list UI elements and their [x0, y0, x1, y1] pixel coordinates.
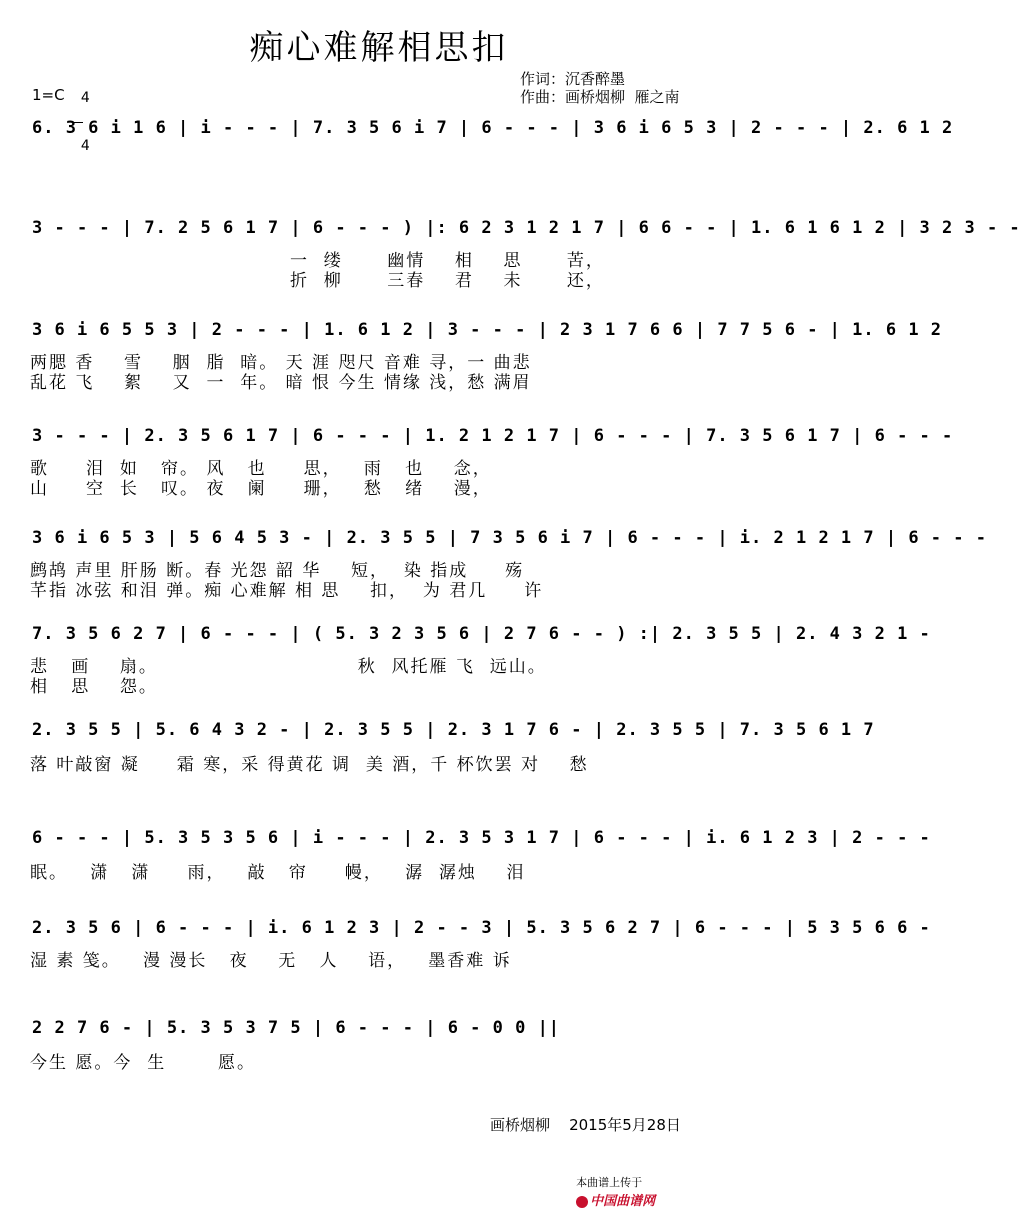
time-signature: [72, 76, 90, 154]
site-name: 中国曲谱网: [590, 1194, 656, 1209]
notation-line: 3 6 i 6 5 5 3 | 2 - - - | 1. 6 1 2 | 3 - - - | 2 3 1 7 6 6 | 7 7 5 6 - | 1. 6 1 2: [32, 320, 943, 340]
composer-credit: 作曲：画桥烟柳 雁之南: [520, 88, 680, 106]
lyric-line: 乱花 飞 絮 又 一 年。 暗 恨 今生 情缘 浅，愁 满眉: [30, 373, 532, 393]
site-logo-icon: [576, 1196, 588, 1208]
notation-line: 2. 3 5 6 | 6 - - - | i. 6 1 2 3 | 2 - - 3 | 5. 3 5 6 2 7 | 6 - - - | 5 3 5 6 6 -: [32, 918, 931, 938]
lyric-line: 歌 泪 如 帘。 风 也 思， 雨 也 念，: [30, 459, 492, 479]
lyricist-credit: 作词：沉香醉墨: [520, 70, 626, 88]
lyric-line: 眠。 潇 潇 雨， 敲 帘 幔， 潺 潺烛 泪: [30, 863, 526, 883]
meter-bottom: 4: [80, 138, 90, 154]
lyric-line: 山 空 长 叹。 夜 阑 珊， 愁 绪 漫，: [30, 479, 492, 499]
notation-line: 3 - - - | 7. 2 5 6 1 7 | 6 - - - ) |: 6 2 3 1 2 1 7 | 6 6 - - | 1. 6 1 6 1 2 | 3 2 3 - -: [32, 218, 1021, 238]
notation-line: 7. 3 5 6 2 7 | 6 - - - | ( 5. 3 2 3 5 6 | 2 7 6 - - ) :| 2. 3 5 5 | 2. 4 3 2 1 -: [32, 624, 931, 644]
notation-line: 3 6 i 6 5 3 | 5 6 4 5 3 - | 2. 3 5 5 | 7 3 5 6 i 7 | 6 - - - | i. 2 1 2 1 7 | 6 - - -: [32, 528, 987, 548]
lyric-line: 折 柳 三春 君 未 还，: [290, 271, 605, 291]
lyric-line: 相 思 怨。: [30, 677, 158, 697]
lyric-line: 两腮 香 雪 胭 脂 暗。 天 涯 咫尺 音难 寻，一 曲悲: [30, 353, 532, 373]
lyric-line: 湿 素 笺。 漫 漫长 夜 无 人 语， 墨香难 诉: [30, 951, 512, 971]
notation-line: 2. 3 5 5 | 5. 6 4 3 2 - | 2. 3 5 5 | 2. 3 1 7 6 - | 2. 3 5 5 | 7. 3 5 6 1 7: [32, 720, 875, 740]
lyric-line: 鹧鸪 声里 肝肠 断。春 光怨 韶 华 短， 染 指成 殇: [30, 561, 525, 581]
signature-date: 画桥烟柳 2015年5月28日: [490, 1116, 681, 1134]
notation-line: 2 2 7 6 - | 5. 3 5 3 7 5 | 6 - - - | 6 - 0 0 ||: [32, 1018, 561, 1038]
lyric-line: 一 缕 幽情 相 思 苦，: [290, 251, 605, 271]
notation-line: 3 - - - | 2. 3 5 6 1 7 | 6 - - - | 1. 2 1 2 1 7 | 6 - - - | 7. 3 5 6 1 7 | 6 - - -: [32, 426, 954, 446]
song-title: 痴心难解相思扣: [249, 28, 509, 68]
lyric-line: 芊指 冰弦 和泪 弹。痴 心难解 相 思 扣， 为 君几 许: [30, 581, 544, 601]
lyric-line: 落 叶敲窗 凝 霜 寒，采 得黄花 调 美 酒，千 杯饮罢 对 愁: [30, 755, 589, 775]
meter-top: 4: [80, 90, 90, 106]
site-logo: [576, 1194, 655, 1209]
upload-watermark: [566, 1152, 655, 1209]
key-signature: 1=C: [32, 86, 65, 104]
lyric-line: 悲 画 扇。 秋 风托雁 飞 远山。: [30, 657, 547, 677]
notation-line: 6. 3 6 i 1 6 | i - - - | 7. 3 5 6 i 7 | 6 - - - | 3 6 i 6 5 3 | 2 - - - | 2. 6 1 2: [32, 118, 954, 138]
upload-text: 本曲谱上传于: [576, 1176, 643, 1189]
lyric-line: 今生 愿。今 生 愿。: [30, 1053, 257, 1073]
notation-line: 6 - - - | 5. 3 5 3 5 6 | i - - - | 2. 3 5 3 1 7 | 6 - - - | i. 6 1 2 3 | 2 - - -: [32, 828, 931, 848]
